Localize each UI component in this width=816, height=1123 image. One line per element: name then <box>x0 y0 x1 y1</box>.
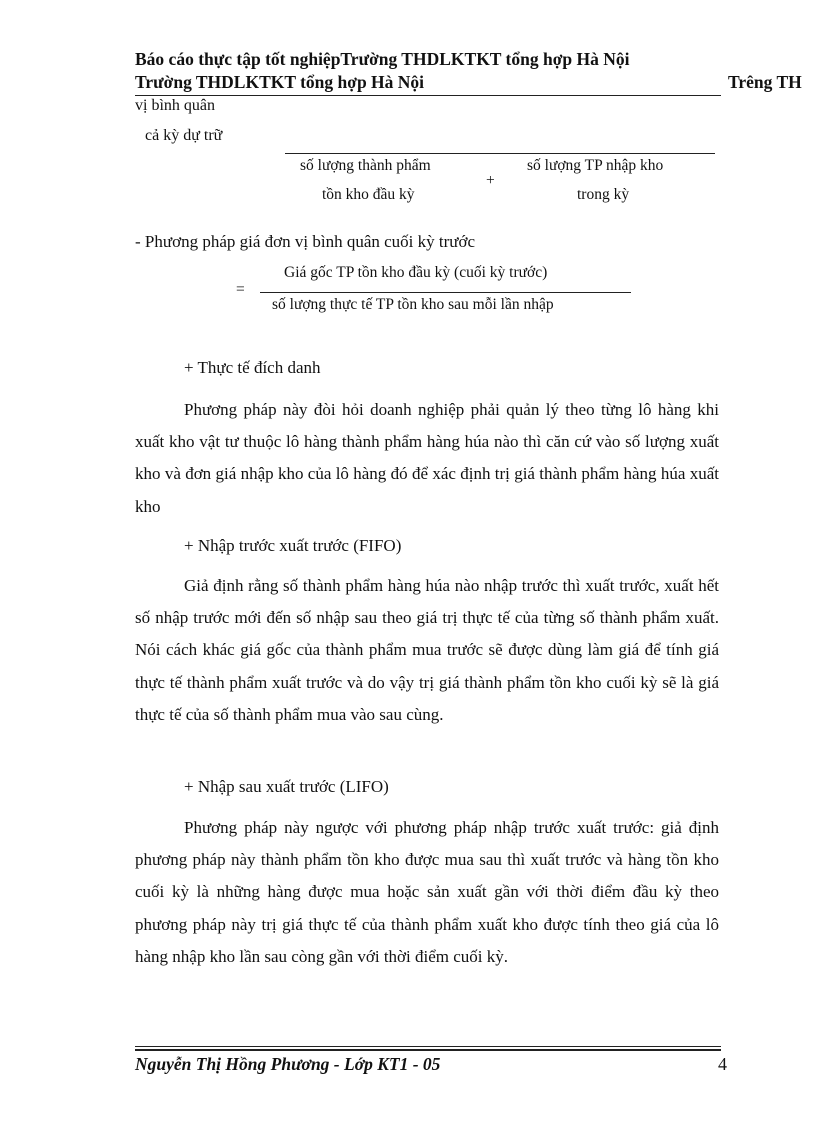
section-heading-lifo: + Nhập sau xuất trước (LIFO) <box>184 777 389 796</box>
formula1-left-line1: vị bình quân <box>135 97 215 114</box>
section-heading-fifo: + Nhập trước xuất trước (FIFO) <box>184 536 402 555</box>
formula1-den-a-line1: số lượng thành phẩm <box>300 157 431 174</box>
header-right-text: Trêng TH <box>728 72 802 92</box>
header-title-line2: Trường THDLKTKT tổng hợp Hà Nội <box>135 72 425 92</box>
page-number: 4 <box>718 1054 727 1074</box>
section-paragraph-specific-identification: Phương pháp này đòi hỏi doanh nghiệp phải quản lý theo từng lô hàng khi xuất kho vật tư thuộc lô hàng thành phẩm hàng húa nào thì căn cứ vào số lượng xuất kho và đơn giá nhập kho của lô hàng đó để xác định trị giá thành phẩm hàng húa xuất kho <box>135 400 719 516</box>
formula2-numerator: Giá gốc TP tồn kho đầu kỳ (cuối kỳ trước) <box>284 264 548 281</box>
footer-rule-bottom <box>135 1049 721 1051</box>
formula2-fraction-bar <box>260 292 631 293</box>
formula2-denominator: số lượng thực tế TP tồn kho sau mỗi lần nhập <box>272 296 554 313</box>
header-rule <box>135 95 721 96</box>
formula1-den-a-line2: tồn kho đầu kỳ <box>322 186 415 203</box>
formula1-fraction-bar <box>285 153 715 154</box>
footer-rule-top <box>135 1046 721 1047</box>
section-heading-specific-identification: + Thực tế đích danh <box>184 358 321 377</box>
formula1-plus-sign: + <box>486 172 495 189</box>
section-paragraph-fifo: Giả định rằng số thành phẩm hàng húa nào nhập trước thì xuất trước, xuất hết số nhập trước mới đến số nhập sau theo giá trị thực tế của từng số thành phẩm xuất. Nói cách khác giá gốc của thành phẩm mua trước sẽ được dùng làm giá để tính giá thực tế thành phẩm xuất trước và do vậy trị giá thành phẩm tồn kho cuối kỳ sẽ là giá thực tế của số thành phẩm mua vào sau cùng. <box>135 576 719 724</box>
formula1-den-b-line1: số lượng TP nhập kho <box>527 157 664 174</box>
formula1-den-b-line2: trong kỳ <box>577 186 630 203</box>
formula1-left-line2: cả kỳ dự trữ <box>145 127 223 144</box>
formula2-equals: = <box>236 281 245 298</box>
section-paragraph-lifo: Phương pháp này ngược với phương pháp nhập trước xuất trước: giả định phương pháp này thành phẩm tồn kho được mua sau thì xuất trước và hàng tồn kho cuối kỳ là những hàng được mua hoặc sản xuất gần với thời điểm đầu kỳ theo phương pháp này trị giá thực tế của thành phẩm xuất kho được tính theo giá của lô hàng nhập kho lần sau còng gần với thời điểm cuối kỳ. <box>135 818 719 966</box>
header-title-line1: Báo cáo thực tập tốt nghiệpTrường THDLKTKT tổng hợp Hà Nội <box>135 49 630 69</box>
method-line: - Phương pháp giá đơn vị bình quân cuối kỳ trước <box>135 232 476 251</box>
footer-author: Nguyễn Thị Hồng Phương - Lớp KT1 - 05 <box>135 1054 441 1074</box>
